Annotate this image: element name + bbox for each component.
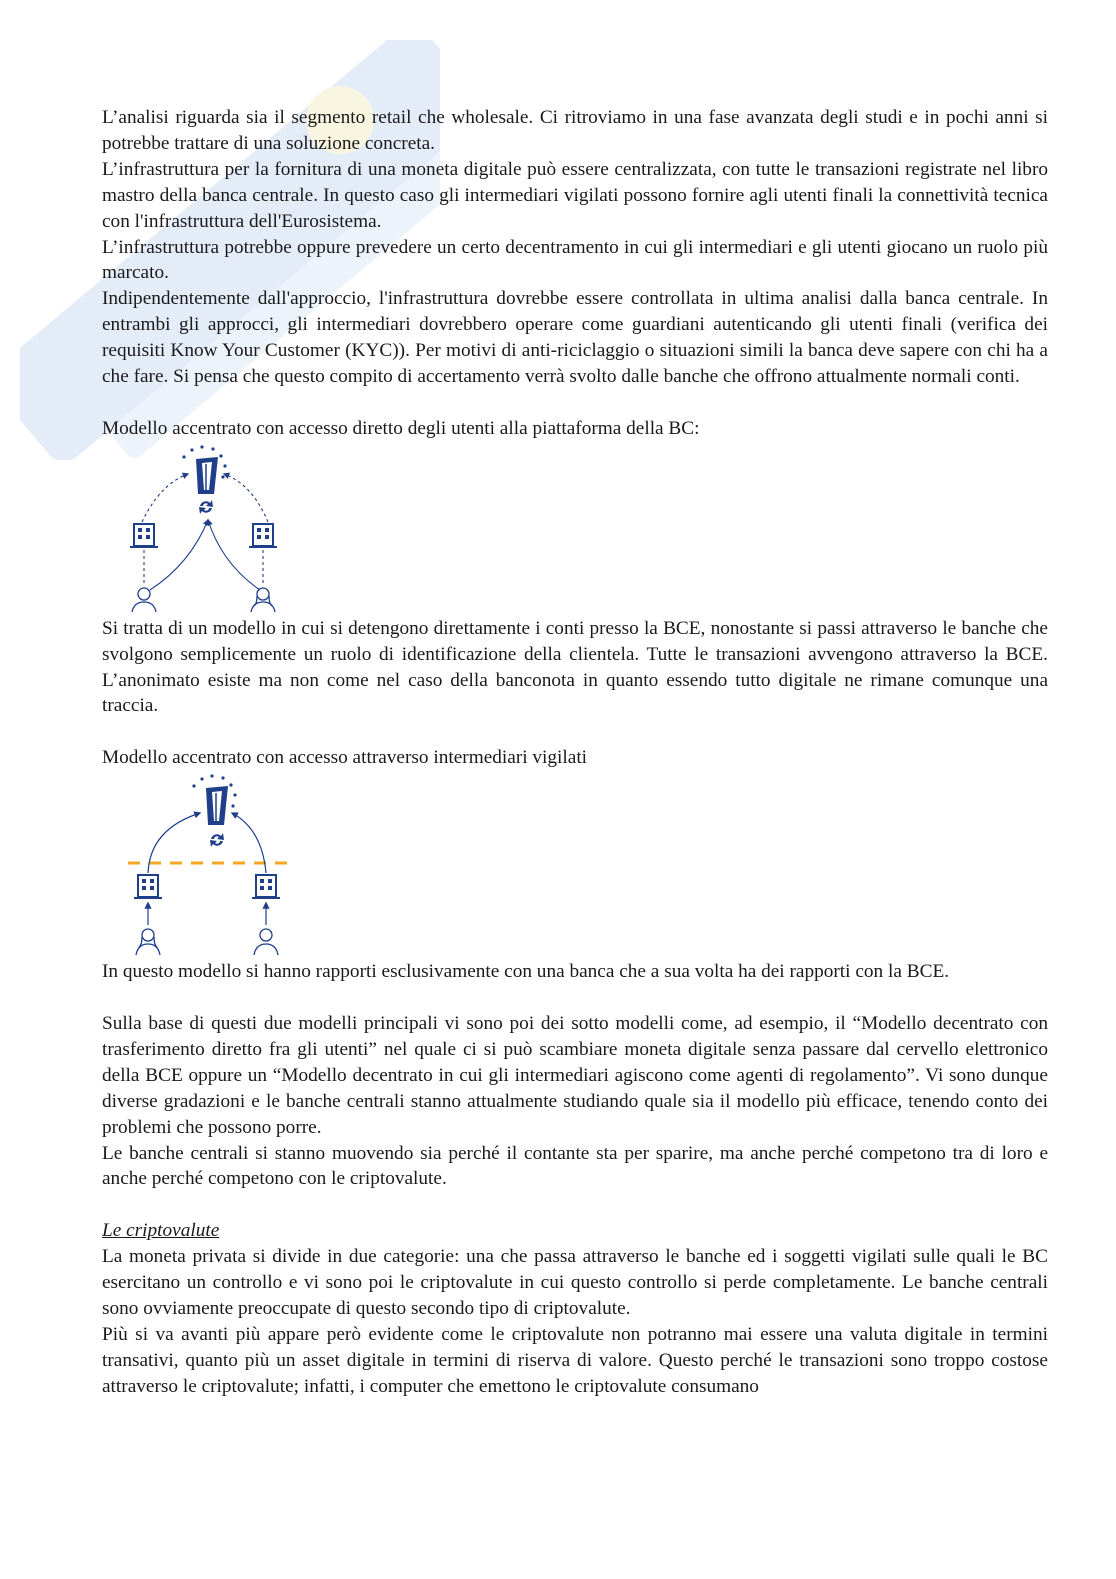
- exchange-icon: [210, 833, 224, 847]
- model1-caption: Modello accentrato con accesso diretto degli utenti alla piattaforma della BC:: [102, 417, 700, 439]
- document-body: [102, 105, 1048, 1400]
- bank-icon: [252, 875, 280, 898]
- user-icon: [254, 929, 278, 955]
- paragraph: L’infrastruttura potrebbe oppure prevedere un certo decentramento in cui gli intermediari e gli utenti giocano un ruolo più marcato.: [102, 236, 1048, 284]
- model2-description: In questo modello si hanno rapporti esclusivamente con una banca che a sua volta ha dei rapporti con la BCE.: [102, 961, 950, 983]
- model2-diagram: [120, 773, 296, 959]
- paragraph: Sulla base di questi due modelli principali vi sono poi dei sotto modelli come, ad esempio, il “Modello decentrato con trasferimento diretto fra gli utenti” nel quale ci si può scambiare moneta digitale senza passare dal cervello elettronico della BCE oppure un “Modello decentrato in cui gli intermediari agiscono come agenti di regolamento”. Vi sono dunque diverse gradazioni e le banche centrali stanno attualmente studiando quale sia il modello più efficace, tenendo conto dei problemi che possono porre.: [102, 1012, 1048, 1138]
- model1-diagram: [120, 444, 290, 616]
- paragraph: L’analisi riguarda sia il segmento retail che wholesale. Ci ritroviamo in una fase avanzata degli studi e in pochi anni si potrebbe trattare di una soluzione concreta.: [102, 107, 1048, 154]
- ecb-building-icon: [182, 445, 226, 494]
- bank-icon: [134, 875, 162, 898]
- exchange-icon: [199, 500, 213, 514]
- user-icon: [251, 588, 275, 612]
- user-icon: [132, 588, 156, 612]
- model1-description: Si tratta di un modello in cui si detengono direttamente i conti presso la BCE, nonostante si passi attraverso le banche che svolgono semplicemente un ruolo di identificazione della clientela. Tutte le transazioni avvengono attraverso la BCE. L’anonimato esiste ma non come nel caso della banconota in quanto essendo tutto digitale ne rimane comunque una traccia.: [102, 617, 1048, 717]
- bank-icon: [130, 524, 158, 547]
- section-heading: Le criptovalute: [102, 1220, 220, 1242]
- paragraph: Indipendentemente dall'approccio, l'infrastruttura dovrebbe essere controllata in ultima analisi dalla banca centrale. In entrambi gli approcci, gli intermediari dovrebbero operare come guardiani autenticando gli utenti finali (verifica dei requisiti Know Your Customer (KYC)). Per motivi di anti-riciclaggio o situazioni simili la banca deve sapere con chi ha a che fare. Si pensa che questo compito di accertamento verrà svolto dalle banche che offrono attualmente normali conti.: [102, 288, 1048, 388]
- model2-caption: Modello accentrato con accesso attraverso intermediari vigilati: [102, 747, 588, 769]
- paragraph: La moneta privata si divide in due categorie: una che passa attraverso le banche ed i soggetti vigilati sulle quali le BC esercitano un controllo e vi sono poi le criptovalute in cui questo controllo si perde completamente. Le banche centrali sono ovviamente preoccupate di questo secondo tipo di criptovalute.: [102, 1246, 1048, 1319]
- bank-icon: [249, 524, 277, 547]
- paragraph: L’infrastruttura per la fornitura di una moneta digitale può essere centralizzata, con tutte le transazioni registrate nel libro mastro della banca centrale. In questo caso gli intermediari vigilati possono fornire agli utenti finali la connettività tecnica con l'infrastruttura dell'Eurosistema.: [102, 158, 1048, 232]
- user-icon: [136, 929, 160, 955]
- paragraph: Più si va avanti più appare però evidente come le criptovalute non potranno mai essere una valuta digitale in termini transativi, quanto più un asset digitale in termini di riserva di valore. Questo perché le transazioni sono troppo costose attraverso le criptovalute; infatti, i computer che emettono le criptovalute consumano: [102, 1323, 1048, 1397]
- paragraph: Le banche centrali si stanno muovendo sia perché il contante sta per sparire, ma anche perché competono tra di loro e anche perché competono con le criptovalute.: [102, 1142, 1048, 1190]
- ecb-building-icon: [192, 775, 236, 826]
